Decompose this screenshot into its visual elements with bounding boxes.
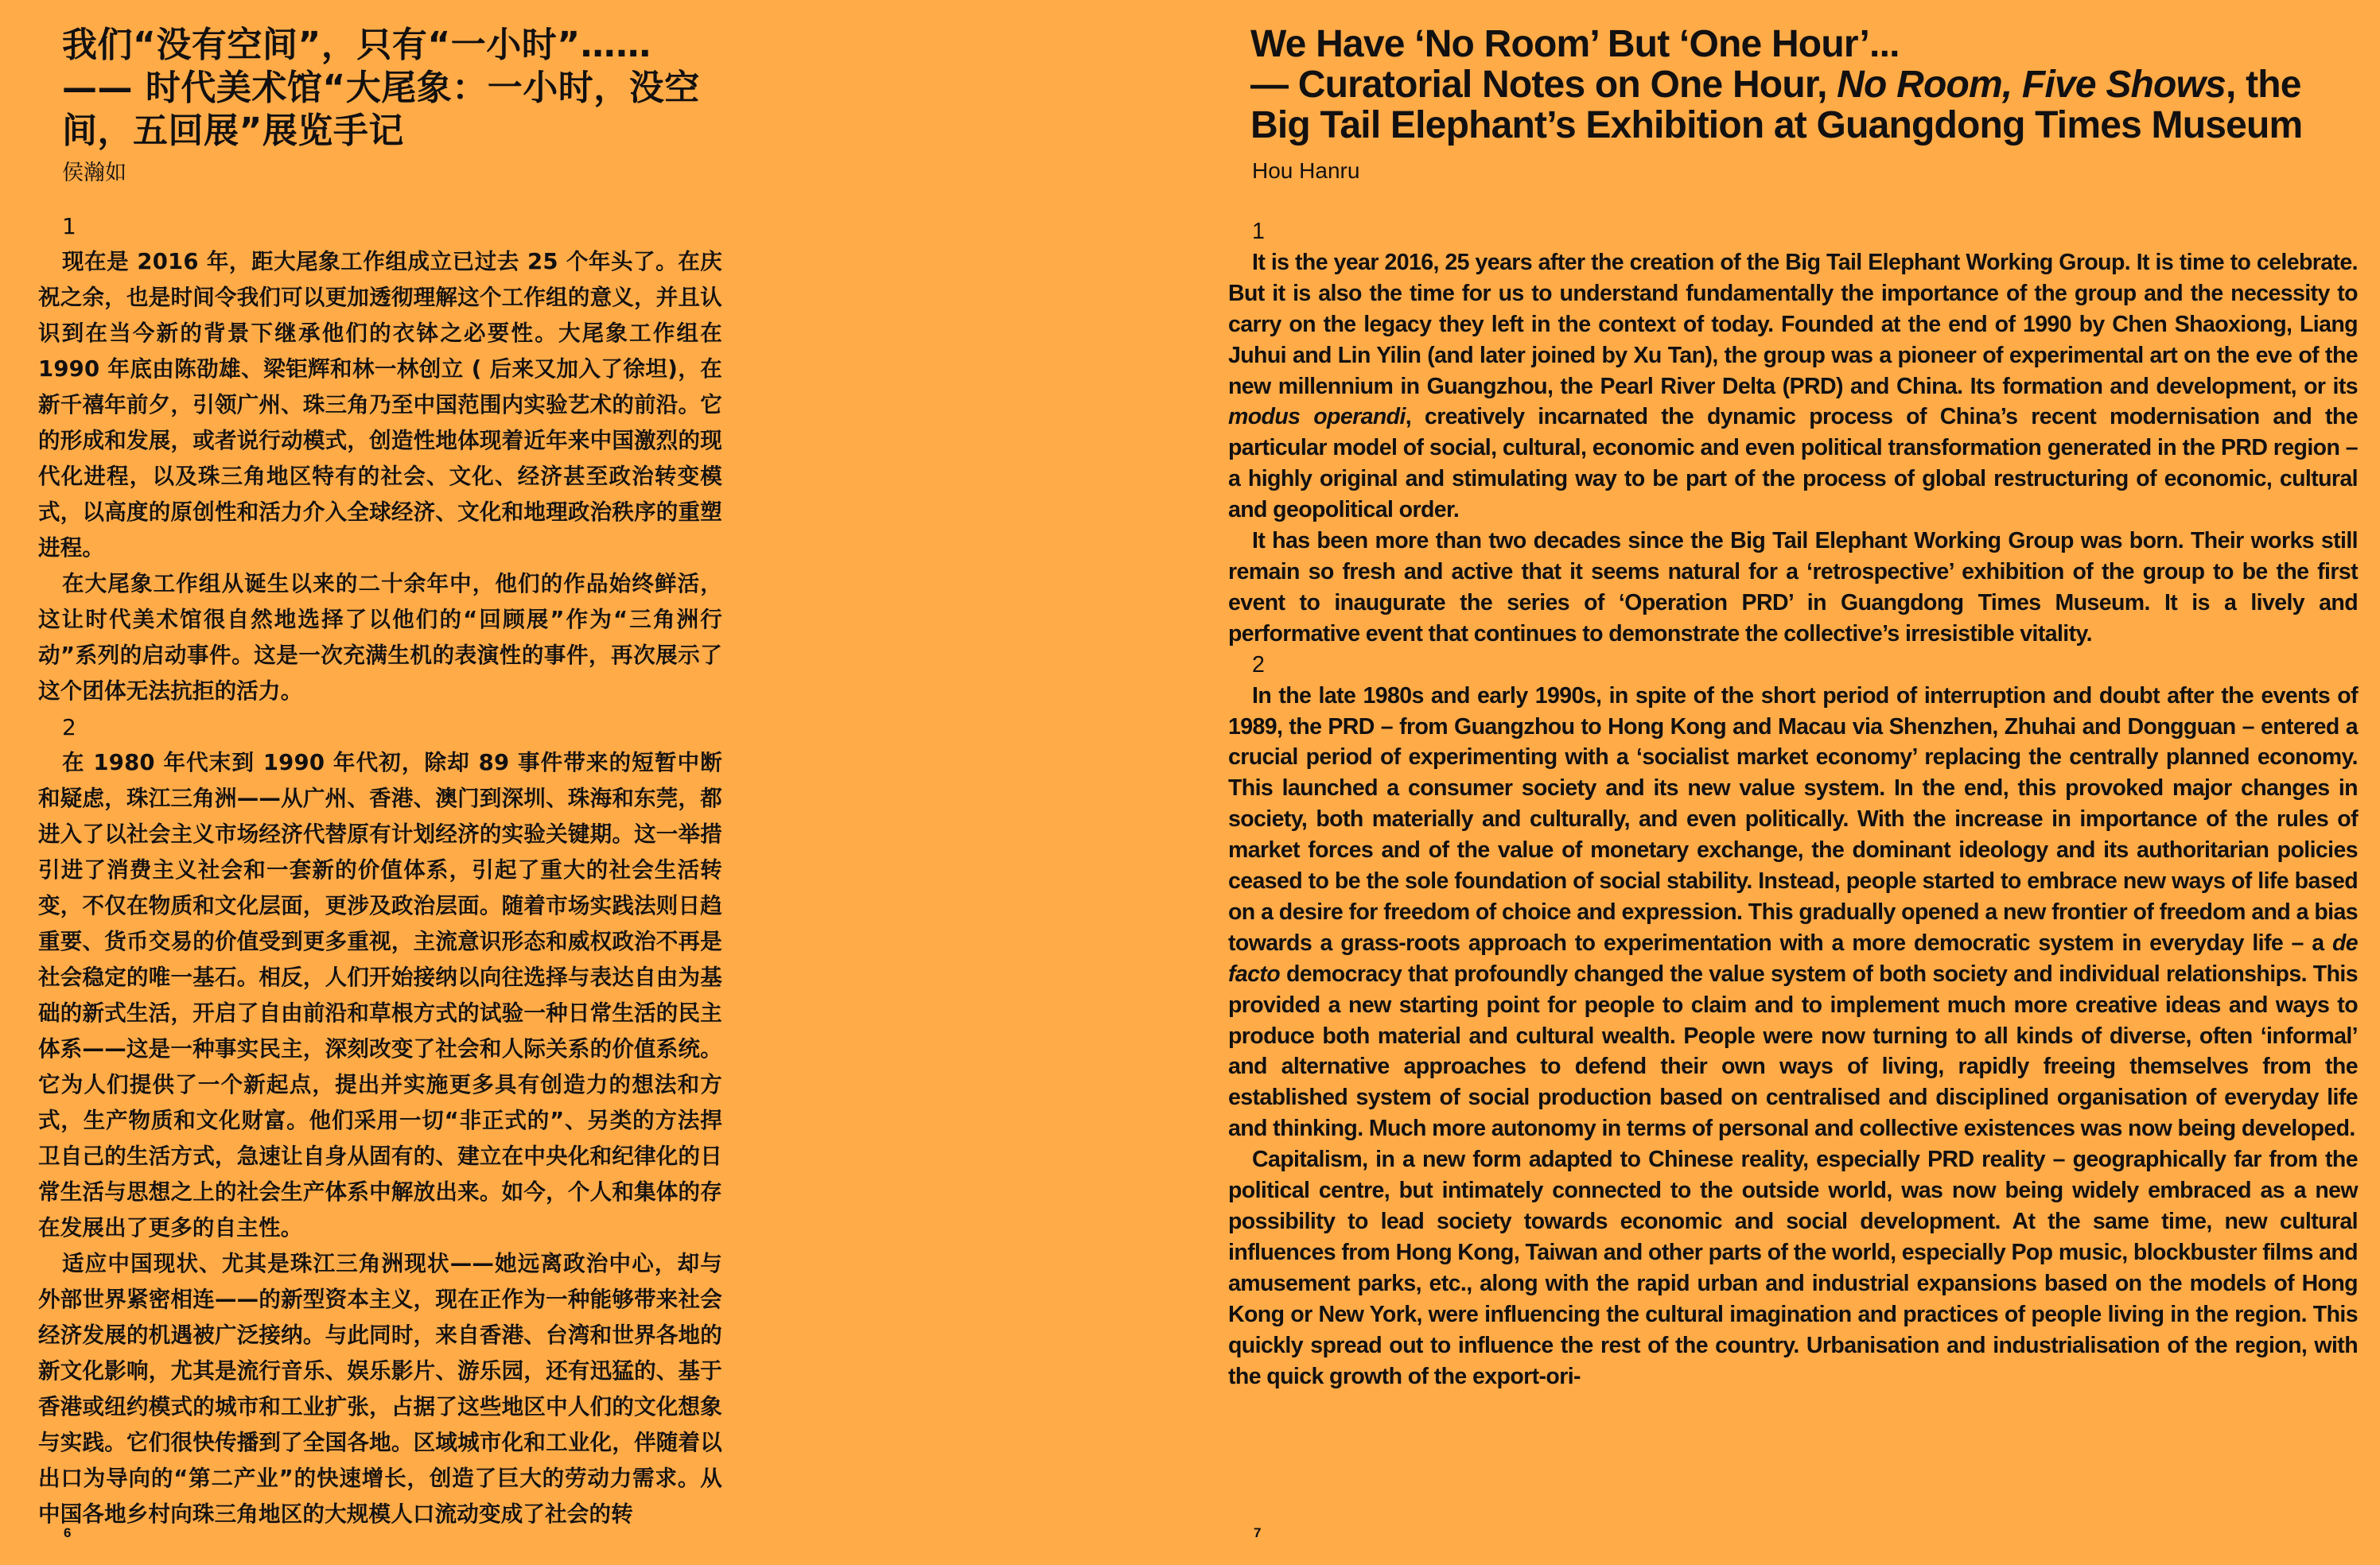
chinese-paragraph-4: 适应中国现状、尤其是珠江三角洲现状——她远离政治中心，却与外部世界紧密相连——的新型资本主义，现在正作为一种能够带来社会经济发展的机遇被广泛接纳。与此同时，来自香港、台湾和世界各地的新文化影响，尤其是流行音乐、娱乐影片、游乐园，还有迅猛的、基于香港或纽约模式的城市和工业扩张，占据了这些地区中人们的文化想象与实践。它们很快传播到了全国各地。区域城市化和工业化，伴随着以出口为导向的“第二产业”的快速增长，创造了巨大的劳动力需求。从中国各地乡村向珠三角地区的大规模人口流动变成了社会的转 bbox=[38, 1251, 722, 1527]
page-number-left: 6 bbox=[64, 1525, 72, 1540]
english-title-line-1: We Have ‘No Room’ But ‘One Hour’... bbox=[1250, 23, 1900, 65]
section-number-2: 2 bbox=[1252, 651, 1265, 678]
english-paragraph-3: In the late 1980s and early 1990s, in spite of the short period of interruption and doubt after the events of 1989, the PRD – from Guangzhou to Hong Kong and Macau via Shenzhen, Zhuhai and Dongguan – entered a crucial period of experimenting with a ‘socialist market economy’ replacing the centrally planned economy. This launched a consumer society and its new value system. In the end, this provoked major changes in society, both materially and culturally, and even politically. With the increase in importance of the rules of market forces and of the value of monetary exchange, the dominant ideology and its authoritarian policies ceased to be the sole foundation of social stability. Instead, people started to embrace new ways of life based on a desire for freedom of choice and expression. This gradually opened a new frontier of freedom and a bias towards a grass-roots approach to experimentation with a more democratic system in everyday life – a de facto democracy that profoundly changed the value system of both society and individual relationships. This provided a new starting point for people to claim and to implement much more creative ideas and ways to produce both material and cultural wealth. People were now turning to all kinds of diverse, often ‘informal’ and alternative approaches to defend their own ways of living, rapidly freeing themselves from the established system of social production based on centralised and disciplined organisation of everyday life and thinking. Much more autonomy in terms of personal and collective existences was now being developed. bbox=[1228, 682, 2358, 1142]
chinese-title-line-1: 我们“没有空间”，只有“一小时”…… bbox=[62, 25, 651, 65]
chinese-title bbox=[62, 24, 730, 153]
english-body-text bbox=[1228, 216, 2358, 1392]
english-title-italic: No Room, Five Shows bbox=[1837, 64, 2226, 106]
section-number-1: 1 bbox=[62, 213, 77, 239]
english-paragraph-2: It has been more than two decades since the Big Tail Elephant Working Group was born. Their works still remain so fresh and active that it seems natural for a ‘retrospective’ exhibition of the group to be the first event to inaugurate the series of ‘Operation PRD’ in Guangdong Times Museum. It is a lively and performative event that continues to demonstrate the collective’s irresistible vitality. bbox=[1228, 528, 2358, 647]
chinese-paragraph-3: 在 1980 年代末到 1990 年代初，除却 89 事件带来的短暂中断和疑虑，珠江三角洲——从广州、香港、澳门到深圳、珠海和东莞，都进入了以社会主义市场经济代替原有计划经济的实验关键期。这一举措引进了消费主义社会和一套新的价值体系，引起了重大的社会生活转变，不仅在物质和文化层面，更涉及政治层面。随着市场实践法则日趋重要、货币交易的价值受到更多重视，主流意识形态和威权政治不再是社会稳定的唯一基石。相反，人们开始接纳以向往选择与表达自由为基础的新式生活，开启了自由前沿和草根方式的试验一种日常生活的民主体系——这是一种事实民主，深刻改变了社会和人际关系的价值系统。它为人们提供了一个新起点，提出并实施更多具有创造力的想法和方式，生产物质和文化财富。他们采用一切“非正式的”、另类的方法捍卫自己的生活方式，急速让自身从固有的、建立在中央化和纪律化的日常生活与思想之上的社会生产体系中解放出来。如今，个人和集体的存在发展出了更多的自主性。 bbox=[38, 750, 722, 1241]
english-author: Hou Hanru bbox=[1252, 158, 1360, 183]
chinese-title-line-3: 间，五回展”展览手记 bbox=[62, 111, 404, 151]
english-title-line-2: — Curatorial Notes on One Hour, No Room, Five Shows, the bbox=[1250, 64, 2301, 106]
english-paragraph-4: Capitalism, in a new form adapted to Chinese reality, especially PRD reality – geographically far from the political centre, but intimately connected to the outside world, was now being widely embraced as a new possibility to lead society towards economic and social development. At the same time, new cultural influences from Hong Kong, Taiwan and other parts of the world, especially Pop music, blockbuster films and amusement parks, etc., along with the rapid urban and industrial expansions based on the models of Hong Kong or New York, were influencing the cultural imagination and practices of people living in the region. This quickly spread out to influence the rest of the country. Urbanisation and industrialisation of the region, with the quick growth of the export-ori- bbox=[1228, 1147, 2358, 1389]
english-title bbox=[1250, 24, 2364, 146]
chinese-body-text bbox=[38, 208, 722, 1532]
section-number-1: 1 bbox=[1252, 219, 1265, 244]
chinese-paragraph-1: 现在是 2016 年，距大尾象工作组成立已过去 25 个年头了。在庆祝之余，也是时间令我们可以更加透彻理解这个工作组的意义，并且认识到在当今新的背景下继承他们的衣钵之必要性。大尾象工作组在 1990 年底由陈劭雄、梁钜辉和林一林创立 ( 后来又加入了徐坦)，在新千禧年前夕，引领广州、珠三角乃至中国范围内实验艺术的前沿。它的形成和发展，或者说行动模式，创造性地体现着近年来中国激烈的现代化进程，以及珠三角地区特有的社会、文化、经济甚至政治转变模式，以高度的原创性和活力介入全球经济、文化和地理政治秩序的重塑进程。 bbox=[38, 249, 722, 561]
italic-term: de facto bbox=[1228, 930, 2358, 987]
italic-term: modus operandi bbox=[1228, 404, 1406, 430]
chinese-paragraph-2: 在大尾象工作组从诞生以来的二十余年中，他们的作品始终鲜活，这让时代美术馆很自然地选择了以他们的“回顾展”作为“三角洲行动”系列的启动事件。这是一次充满生机的表演性的事件，再次展示了这个团体无法抗拒的活力。 bbox=[38, 571, 722, 704]
chinese-title-line-2: —— 时代美术馆“大尾象：一小时，没空 bbox=[62, 68, 700, 108]
page-number-right: 7 bbox=[1254, 1525, 1262, 1540]
section-number-2: 2 bbox=[62, 714, 77, 740]
english-paragraph-1: It is the year 2016, 25 years after the creation of the Big Tail Elephant Working Group. It is time to celebrate. But it is also the time for us to understand fundamentally the importance of the group and the necessity to carry on the legacy they left in the context of today. Founded at the end of 1990 by Chen Shaoxiong, Liang Juhui and Lin Yilin (and later joined by Xu Tan), the group was a pioneer of experimental art on the eve of the new millennium in Guangzhou, the Pearl River Delta (PRD) and China. Its formation and development, or its modus operandi, creatively incarnated the dynamic process of China’s recent modernisation and the particular model of social, cultural, economic and even political transformation generated in the PRD region – a highly original and stimulating way to be part of the process of global restructuring of economic, cultural and geopolitical order. bbox=[1228, 249, 2358, 523]
right-page bbox=[1190, 0, 2380, 1565]
english-title-line-3: Big Tail Elephant’s Exhibition at Guangdong Times Museum bbox=[1250, 104, 2303, 146]
chinese-author: 侯瀚如 bbox=[62, 161, 126, 185]
